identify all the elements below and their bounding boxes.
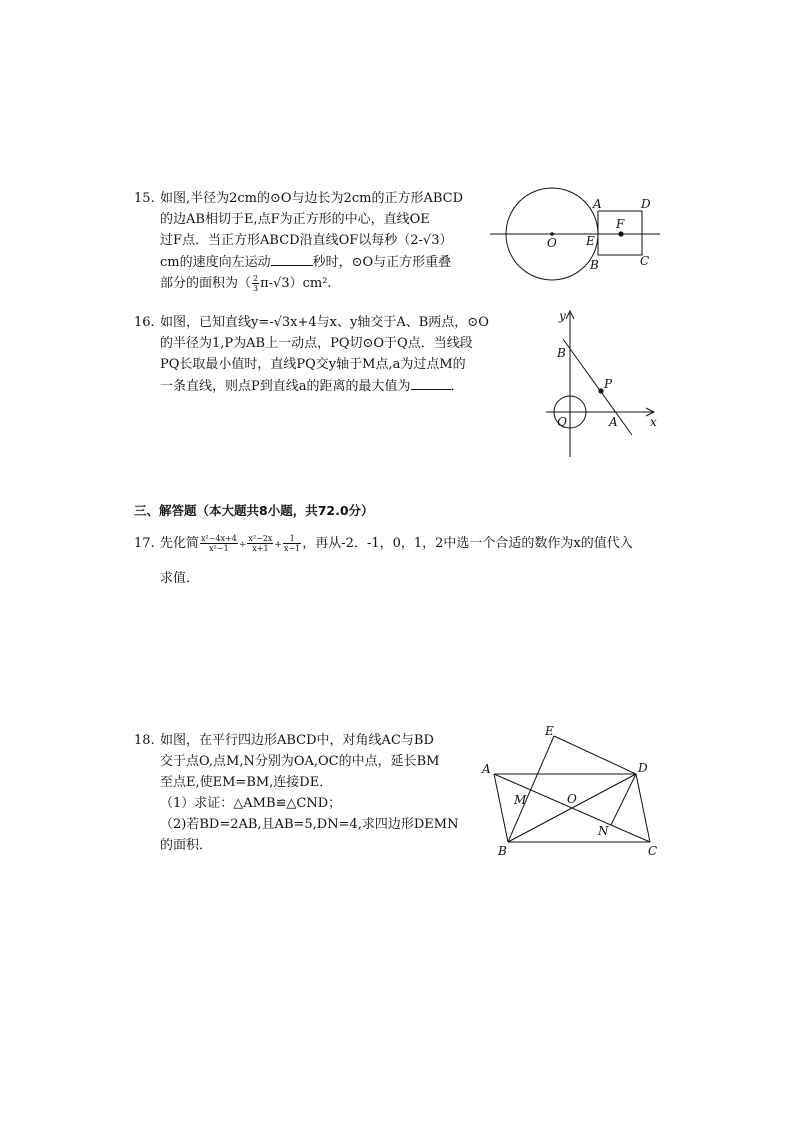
question-text-line: 如图，已知直线y=-√3x+4与x、y轴交于A、B两点，⊙O	[160, 315, 489, 330]
segment-be	[508, 736, 554, 842]
operator: ÷	[238, 540, 247, 550]
label-b: B	[498, 844, 507, 858]
label-a: A	[609, 415, 618, 429]
question-text-line	[160, 251, 463, 273]
label-b: B	[590, 258, 599, 272]
question-text-line: （2)若BD=2AB,且AB=5,DN=4,求四边形DEMN	[160, 817, 459, 832]
question-text-line: 如图，在平行四边形ABCD中，对角线AC与BD	[160, 733, 434, 748]
answer-blank	[271, 251, 313, 266]
question-text-line: 的面积．	[160, 838, 213, 853]
label-m: M	[514, 793, 527, 807]
question-text-line: 至点E,使EM=BM,连接DE．	[160, 775, 333, 790]
operator: +	[274, 540, 282, 550]
point-f	[618, 231, 623, 236]
figure-16	[540, 305, 670, 461]
question-text: 部分的面积为（	[160, 276, 252, 291]
label-d: D	[641, 197, 651, 211]
question-text-line: （1）求证：△AMB≌△CND；	[160, 796, 342, 811]
side-ab	[494, 774, 508, 842]
label-c: C	[640, 254, 650, 268]
question-text-line: 如图,半径为2cm的⊙O与边长为2cm的正方形ABCD	[160, 191, 463, 206]
label-c: C	[648, 844, 658, 858]
question-text: π-√3）cm².	[260, 276, 332, 291]
label-e: E	[545, 724, 554, 738]
question-number: 18.	[134, 733, 155, 748]
question-text-line: 过F点．当正方形ABCD沿直线OF以每秒（2-√3）	[160, 233, 453, 248]
label-n: N	[598, 824, 609, 838]
question-text-line: PQ长取最小值时，直线PQ交y轴于M点,a为过点M的	[160, 357, 466, 372]
label-e: E	[586, 234, 595, 248]
label-o: O	[567, 792, 577, 806]
label-x: x	[650, 415, 657, 429]
segment-dn	[611, 774, 636, 825]
fraction: $\frac{\text{x²−4x+4}}{\text{x²−1}}$	[201, 534, 237, 553]
label-d: D	[638, 761, 648, 775]
label-a: A	[593, 197, 602, 211]
label-q: Q	[557, 415, 567, 429]
figure-18	[478, 722, 670, 860]
fraction: $\frac{1}{x-1}$	[283, 534, 301, 553]
question-text: cm的速度向左运动	[160, 255, 271, 270]
figure-15	[488, 182, 664, 282]
answer-blank	[411, 375, 451, 390]
label-o: O	[547, 236, 557, 250]
question-text-line: 交于点O,点M,N分别为OA,OC的中点，延长BM	[160, 754, 440, 769]
diagonal-bd	[508, 774, 636, 842]
side-dc	[636, 774, 650, 842]
question-text-line: 的边AB相切于E,点F为正方形的中心，直线OE	[160, 212, 430, 227]
question-text-line: 的半径为1,P为AB上一动点，PQ切⊙O于Q点．当线段	[160, 336, 473, 351]
label-a: A	[482, 762, 491, 776]
label-f: F	[616, 217, 625, 231]
question-text: ，再从-2．-1，0，1，2中选一个合适的数作为x的值代入	[302, 536, 633, 551]
question-text-line	[160, 273, 463, 294]
fraction: $\frac{\text{x²−2x}}{x+1}$	[248, 534, 273, 553]
line-ab	[563, 339, 632, 435]
label-b: B	[557, 346, 566, 360]
question-text: 秒时，⊙O与正方形重叠	[312, 255, 452, 270]
fraction: $\frac{2}{3}$	[253, 274, 259, 293]
section-heading: 三、解答题（本大题共8小题，共72.0分）	[134, 503, 374, 518]
question-text-line	[160, 375, 489, 397]
label-p: P	[604, 377, 613, 391]
question-text-line	[160, 533, 633, 556]
label-y: y	[559, 309, 566, 323]
question-text: ．	[450, 379, 464, 394]
question-number: 17.	[134, 536, 155, 551]
question-number: 16.	[134, 315, 155, 330]
question-text: 先化简	[160, 536, 200, 551]
point-p	[598, 388, 603, 393]
question-number: 15.	[134, 191, 155, 206]
question-text: 一条直线，则点P到直线a的距离的最大值为	[160, 379, 411, 394]
segment-ed	[554, 736, 636, 774]
question-text-line: 求值．	[160, 571, 200, 586]
